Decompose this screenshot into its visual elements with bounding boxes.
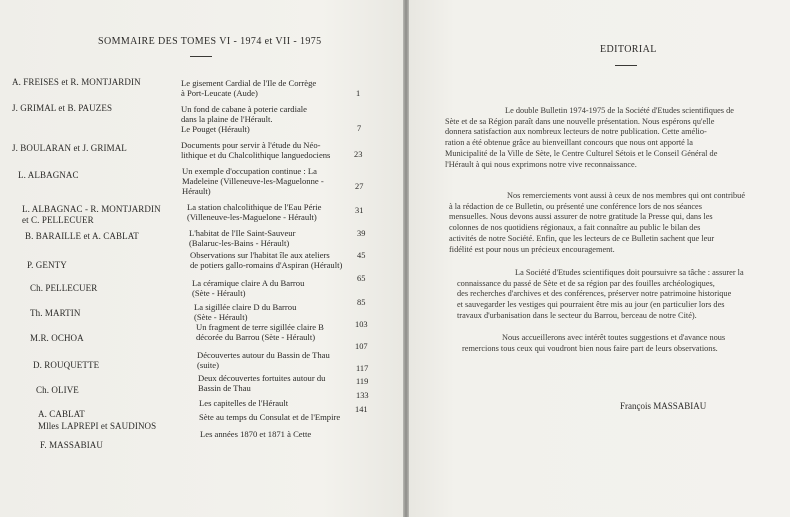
toc-entry-title: Deux découvertes fortuites autour du — [198, 373, 326, 383]
toc-page-number: 103 — [355, 320, 368, 329]
editorial-paragraph: Le double Bulletin 1974-1975 de la Société d'Etudes scientifiques de Sète et de sa Région paraît dans une nouvelle présentation. Nous espérons qu'elle donnera satisfaction aux nombreux lecteurs de notre publication. Cette amélio- ration a été obtenue grâce au bienveillant concours que nous ont apporté la Municipalité de la Ville de Sète, le Centre Culturel Sétois et le Conseil Général de l'Hérault à qui nous exprimons notre vive reconnaissance. — [445, 106, 734, 169]
toc-entry-title: La station chalcolithique de l'Eau Périe — [187, 202, 322, 212]
toc-page-number: 119 — [356, 377, 369, 386]
editorial-signature: François MASSABIAU — [620, 401, 707, 411]
toc-entry-title: (suite) — [197, 360, 219, 370]
toc-author: B. BARAILLE et A. CABLAT — [25, 231, 139, 241]
toc-entry-title: La céramique claire A du Barrou — [192, 278, 305, 288]
toc-page-number: 133 — [356, 391, 369, 400]
toc-author: D. ROUQUETTE — [33, 360, 100, 370]
toc-page-number: 39 — [357, 229, 366, 238]
toc-entry-title: Un fond de cabane à poterie cardiale — [181, 104, 307, 114]
toc-author: Mlles LAPREPI et SAUDINOS — [38, 421, 157, 431]
toc-author: A. FREISES et R. MONTJARDIN — [12, 77, 141, 87]
right-page — [409, 0, 790, 517]
toc-author: et C. PELLECUER — [22, 215, 94, 225]
toc-entry-title: (Sète - Hérault) — [192, 288, 246, 298]
toc-entry-title: Sète au temps du Consulat et de l'Empire — [199, 412, 341, 422]
toc-entry-title: La sigillée claire D du Barrou — [194, 302, 297, 312]
toc-author: J. BOULARAN et J. GRIMAL — [12, 143, 127, 153]
editorial-paragraph: Nous accueillerons avec intérêt toutes suggestions et d'avance nous remercions tous ceux qui voudront bien nous faire part de leurs observations. — [462, 333, 726, 353]
toc-entry-title: Un exemple d'occupation continue : La — [182, 166, 317, 176]
toc-page-number: 65 — [357, 274, 366, 283]
toc-author: A. CABLAT — [38, 409, 85, 419]
toc-entry-title: Le Pouget (Hérault) — [181, 124, 250, 134]
toc-page-number: 141 — [355, 405, 368, 414]
editorial-divider — [615, 65, 637, 66]
toc-author: Th. MARTIN — [30, 308, 81, 318]
toc-entry-title: Documents pour servir à l'étude du Néo- — [181, 140, 321, 150]
toc-entry-title: Le gisement Cardial de l'Ile de Corrège — [181, 78, 317, 88]
toc-author: L. ALBAGNAC - R. MONTJARDIN — [22, 204, 161, 214]
toc-page-number: 23 — [354, 150, 363, 159]
editorial-paragraph: La Société d'Etudes scientifiques doit poursuivre sa tâche : assurer la connaissance du passé de Sète et de sa région par des fouilles archéologiques, des recherches d'archives et des conférences, préserver notre patrimoine historique et sauvegarder les vestiges qui pourraient être mis au jour (en particulier lors des travaux d'urbanisation dans le secteur du Barrou, berceau de notre Cité). — [457, 268, 744, 320]
editorial-heading: EDITORIAL — [600, 44, 657, 55]
toc-author: F. MASSABIAU — [40, 440, 103, 450]
toc-entry-title: Madeleine (Villeneuve-les-Maguelonne - — [182, 176, 324, 186]
toc-page-number: 107 — [355, 342, 368, 351]
editorial-paragraph: Nos remerciements vont aussi à ceux de nos membres qui ont contribué à la rédaction de ce Bulletin, ou présenté une conférence lors de nos séances mensuelles. Nous devons aussi assurer de notre gratitude la Presse qui, dans les colonnes de nos quotidiens régionaux, a fait connaître au public le bilan des activités de notre Société. Enfin, que les lecteurs de ce Bulletin sachent que leur fidélité est pour nous un précieux encouragement. — [449, 191, 746, 254]
toc-author: Ch. OLIVE — [36, 385, 79, 395]
toc-page-number: 85 — [357, 298, 366, 307]
summary-title: SOMMAIRE DES TOMES VI - 1974 et VII - 1975 — [98, 36, 322, 47]
toc-entry-title: Les années 1870 et 1871 à Cette — [200, 429, 312, 439]
toc-entry-title: Bassin de Thau — [198, 383, 251, 393]
toc-page-number: 27 — [355, 182, 364, 191]
toc-entry-title: (Villeneuve-les-Maguelone - Hérault) — [187, 212, 317, 222]
toc-page-number: 31 — [355, 206, 364, 215]
toc-page-number: 7 — [357, 124, 362, 133]
toc-entry-title: dans la plaine de l'Hérault. — [181, 114, 273, 124]
toc-entry-title: Les capitelles de l'Hérault — [199, 398, 289, 408]
toc-entry-title: à Port-Leucate (Aude) — [181, 88, 258, 98]
toc-entry-title: Hérault) — [182, 186, 211, 196]
toc-entry-title: décorée du Barrou (Sète - Hérault) — [196, 332, 316, 342]
toc-author: M.R. OCHOA — [30, 333, 84, 343]
toc-author: Ch. PELLECUER — [30, 283, 98, 293]
toc-author: J. GRIMAL et B. PAUZES — [12, 103, 113, 113]
toc-entry-title: Découvertes autour du Bassin de Thau — [197, 350, 330, 360]
toc-author: L. ALBAGNAC — [18, 170, 79, 180]
toc-entry-title: (Balaruc-les-Bains - Hérault) — [189, 238, 290, 248]
toc-entry-title: L'habitat de l'Ile Saint-Sauveur — [189, 228, 296, 238]
toc-page-number: 1 — [356, 89, 361, 98]
toc-entry-title: de potiers gallo-romains d'Aspiran (Hérault) — [190, 260, 343, 270]
toc-entry-title: lithique et du Chalcolithique languedociens — [181, 150, 331, 160]
toc-entry-title: Observations sur l'habitat île aux ateliers — [190, 250, 330, 260]
toc-entry-title: (Sète - Hérault) — [194, 312, 248, 322]
toc-entry-title: Un fragment de terre sigillée claire B — [196, 322, 324, 332]
title-divider — [190, 56, 212, 57]
toc-page-number: 117 — [356, 364, 369, 373]
toc-author: P. GENTY — [27, 260, 67, 270]
toc-page-number: 45 — [357, 251, 366, 260]
